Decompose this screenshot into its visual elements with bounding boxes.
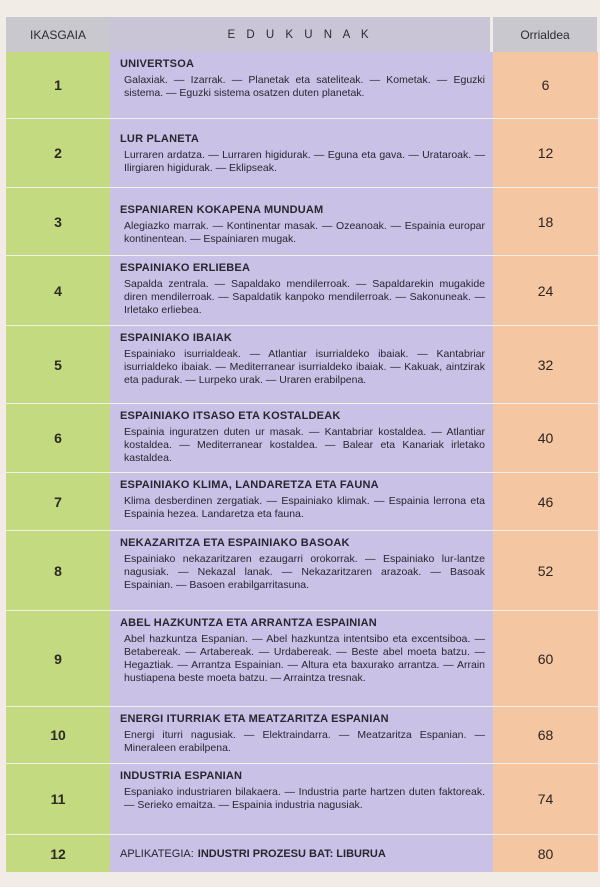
lesson-title: LUR PLANETA [120, 133, 199, 145]
lesson-title: ESPAINIAKO IBAIAK [120, 332, 232, 344]
table-row [6, 764, 598, 835]
lesson-content [110, 531, 493, 610]
table-row [6, 611, 598, 707]
lesson-number: 9 [6, 611, 110, 706]
lesson-description: Espainia inguratzen duten ur masak. — Kantabriar kostaldea. — Atlantiar kostaldea. — Mediterranear kostaldea. — Balear eta Kanariak irletako kastaldea. [124, 426, 485, 464]
page-number: 24 [493, 256, 598, 325]
lesson-content [110, 764, 493, 834]
lesson-title: INDUSTRI PROZESU BAT: LIBURUA [197, 847, 386, 860]
header-contents: E D U K U N A K [110, 17, 490, 52]
page-number: 46 [493, 473, 598, 530]
lesson-content [110, 326, 493, 403]
lesson-title: NEKAZARITZA ETA ESPAINIAKO BASOAK [120, 537, 350, 549]
lesson-number: 2 [6, 119, 110, 187]
lesson-description: Alegiazko marrak. — Kontinentar masak. — Ozeanoak. — Espainia europar kontinentean. — Espainiaren mugak. [124, 220, 485, 245]
table-row [6, 119, 598, 188]
page-number: 40 [493, 404, 598, 472]
lesson-title: ESPAINIAKO ERLIEBEA [120, 262, 251, 274]
lesson-number: 6 [6, 404, 110, 472]
lesson-content [110, 611, 493, 706]
table-row [6, 835, 598, 873]
lesson-number: 4 [6, 256, 110, 325]
lesson-description: Espaniako industriaren bilakaera. — Industria parte hartzen duten faktoreak. — Serieko emaitza. — Espainia industria nagusiak. [124, 786, 485, 811]
table-row [6, 52, 598, 119]
lesson-description: Espainiako isurrialdeak. — Atlantiar isurrialdeko ibaiak. — Kantabriar isurrialdeko ibaiak. — Mediterranear isurrialdeko ibaiak. — Kakuak, aintzirak eta padurak. — Lurpeko urak. — Uraren erabilpena. [124, 348, 485, 386]
lesson-content [110, 473, 493, 530]
page-number: 6 [493, 52, 598, 118]
lesson-number: 3 [6, 188, 110, 255]
table-row [6, 188, 598, 256]
lesson-number: 12 [6, 835, 110, 872]
page-number: 80 [493, 835, 598, 872]
lesson-description: Galaxiak. — Izarrak. — Planetak eta sateliteak. — Kometak. — Eguzki sistema. — Eguzki sistema osatzen duten planetak. [124, 74, 485, 99]
page-number: 74 [493, 764, 598, 834]
lesson-content [110, 119, 493, 187]
lesson-description: Lurraren ardatza. — Lurraren higidurak. — Eguna eta gava. — Urataroak. — Ilirgiaren higidurak. — Eklipseak. [124, 149, 485, 174]
lesson-number: 5 [6, 326, 110, 403]
table-row [6, 707, 598, 764]
table-row [6, 326, 598, 404]
lesson-content [110, 188, 493, 255]
lesson-content [110, 404, 493, 472]
lesson-number: 7 [6, 473, 110, 530]
page-number: 18 [493, 188, 598, 255]
lesson-number: 10 [6, 707, 110, 763]
lesson-description: Espainiako nekazaritzaren ezaugarri orokorrak. — Espainiako lur-lantze nagusiak. — Nekazal lanak. — Nekazaritzaren arazoak. — Basoak Espainian. — Basoen erabilgarritasuna. [124, 553, 485, 591]
contents-table [6, 52, 598, 873]
lesson-number: 8 [6, 531, 110, 610]
lesson-content [110, 835, 493, 872]
header-page: Orrialdea [493, 17, 597, 52]
application-prefix: APLIKATEGIA: [120, 847, 194, 860]
lesson-number: 11 [6, 764, 110, 834]
lesson-content [110, 707, 493, 763]
page-number: 68 [493, 707, 598, 763]
lesson-description: Abel hazkuntza Espanian. — Abel hazkuntza intentsibo eta excentsiboa. — Betabereak. — Artabereak. — Urdabereak. — Beste abel moeta batzu. — Hegaztiak. — Arrantza Espainian. — Altura eta baxurako arrantza. — Arrain hustiapena beste moeta batzu. — Arraintza tresnak. [124, 633, 485, 684]
lesson-content [110, 256, 493, 325]
lesson-title: ENERGI ITURRIAK ETA MEATZARITZA ESPANIAN [120, 713, 389, 725]
lesson-title: ABEL HAZKUNTZA ETA ARRANTZA ESPAINIAN [120, 617, 377, 629]
lesson-description: Klima desberdinen zergatiak. — Espainiako klimak. — Espainia lerrona eta Espainia hezea. Landaretza eta fauna. [124, 495, 485, 520]
lesson-description: Sapalda zentrala. — Sapaldako mendilerroak. — Sapaldarekin mugakide diren mendilerroak. — Sapaldatik kanpoko mendilerroak. — Sakonuneak. — Irletako erliebea. [124, 278, 485, 316]
lesson-title: ESPAINIAKO KLIMA, LANDARETZA ETA FAUNA [120, 479, 379, 491]
page-number: 60 [493, 611, 598, 706]
table-row [6, 473, 598, 531]
page-number: 32 [493, 326, 598, 403]
table-row [6, 256, 598, 326]
lesson-title: ESPAINIAKO ITSASO ETA KOSTALDEAK [120, 410, 341, 422]
lesson-content [110, 52, 493, 118]
lesson-title: ESPANIAREN KOKAPENA MUNDUAM [120, 204, 324, 216]
page-number: 52 [493, 531, 598, 610]
table-row [6, 531, 598, 611]
table-row [6, 404, 598, 473]
lesson-description: Energi iturri nagusiak. — Elektraindarra. — Meatzaritza Espanian. — Mineraleen erabilpena. [124, 729, 485, 754]
lesson-title: INDUSTRIA ESPANIAN [120, 770, 243, 782]
lesson-number: 1 [6, 52, 110, 118]
lesson-title: UNIVERTSOA [120, 58, 195, 70]
page-number: 12 [493, 119, 598, 187]
header-lesson: IKASGAIA [6, 17, 110, 52]
